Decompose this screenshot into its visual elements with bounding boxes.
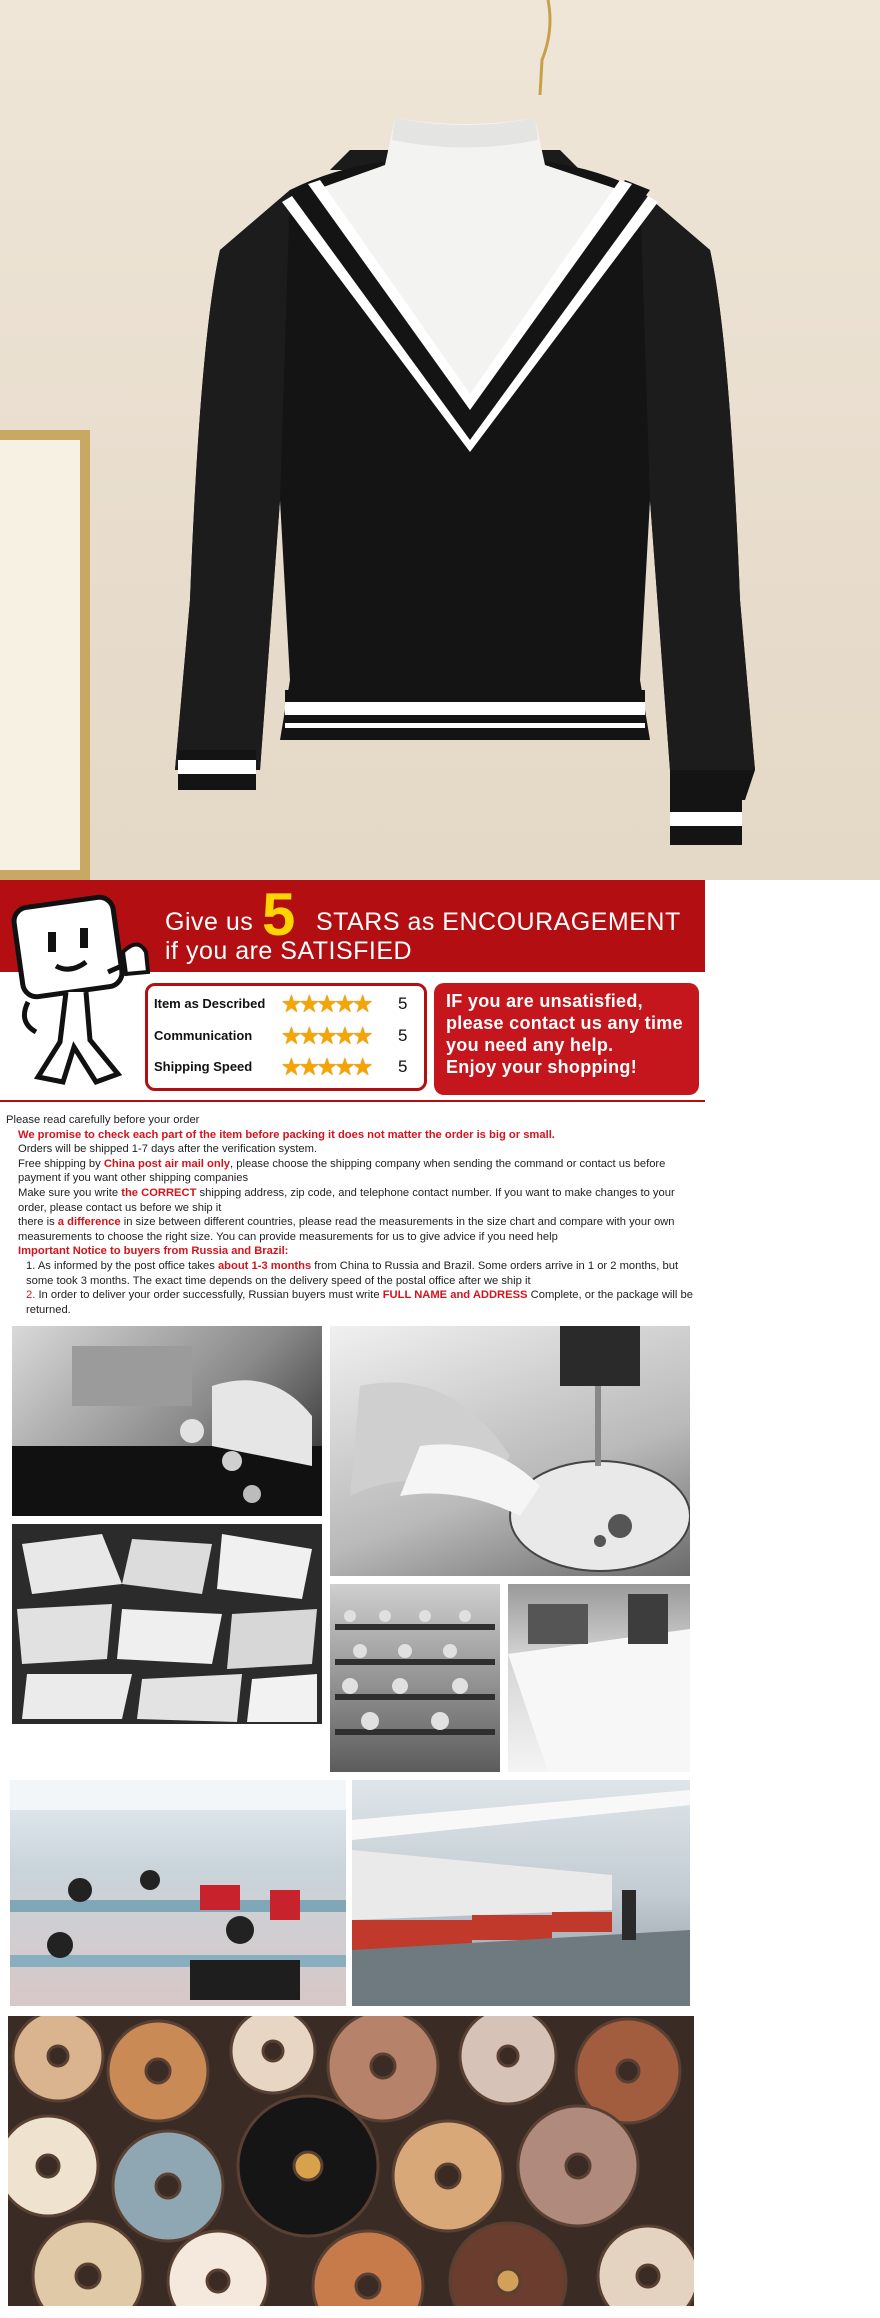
rating-score: 5 bbox=[398, 994, 408, 1013]
factory-photo-fabric-rolls bbox=[8, 2016, 694, 2306]
rating-box bbox=[145, 983, 427, 1091]
stars-encouragement-text: STARS as ENCOURAGEMENT bbox=[316, 908, 681, 936]
contact-line: you need any help. bbox=[446, 1035, 614, 1055]
wall-picture-frame bbox=[0, 430, 90, 880]
rating-label: Communication bbox=[154, 1028, 253, 1043]
order-notice bbox=[6, 1113, 706, 1317]
mascot-thumbs-up-icon bbox=[8, 892, 158, 1092]
give-us-text: Give us bbox=[165, 908, 254, 936]
rating-row-shipping-speed bbox=[154, 1053, 424, 1081]
feedback-banner bbox=[0, 880, 705, 1102]
notice-shipped: Orders will be shipped 1-7 days after the verification system. bbox=[18, 1143, 318, 1156]
notice-intro: Please read carefully before your order bbox=[6, 1114, 200, 1126]
contact-line: please contact us any time bbox=[446, 1013, 683, 1033]
notice-free-shipping: Free shipping by China post air mail only, please choose the shipping company when sending the command or contact us before payment if you want other shipping companies bbox=[18, 1157, 666, 1185]
rating-label: Item as Described bbox=[154, 996, 266, 1011]
factory-photo-workshop-rows bbox=[330, 1584, 500, 1772]
notice-item-2: 2. In order to deliver your order successfully, Russian buyers must write FULL NAME and ADDRESS Complete, or the package will be returned. bbox=[26, 1289, 693, 1316]
rating-row-item-described bbox=[154, 990, 424, 1018]
rating-score: 5 bbox=[398, 1057, 408, 1076]
factory-photo-embroidery-machines bbox=[352, 1780, 690, 2006]
factory-photo-pattern-pieces bbox=[12, 1524, 322, 1724]
contact-line: IF you are unsatisfied, bbox=[446, 991, 643, 1011]
notice-item-1: 1. As informed by the post office takes about 1-3 months from China to Russia and Brazil. Some orders arrive in 1 or 2 months, but some took 3 months. The exact time depends on the delivery speed of the postal office after we ship it bbox=[26, 1259, 679, 1287]
rating-label: Shipping Speed bbox=[154, 1059, 253, 1074]
factory-photo-sewing-room bbox=[10, 1780, 346, 2006]
rating-row-communication bbox=[154, 1022, 424, 1050]
notice-important: Important Notice to buyers from Russia and Brazil: bbox=[18, 1245, 289, 1258]
star-icons: ★★★★★ bbox=[282, 1025, 372, 1048]
star-icons: ★★★★★ bbox=[282, 993, 372, 1016]
product-photo bbox=[0, 0, 880, 880]
sweater-image bbox=[170, 80, 760, 860]
factory-photo-cutting-table bbox=[508, 1584, 690, 1772]
notice-promise: We promise to check each part of the item before packing it does not matter the order is big or small. bbox=[18, 1128, 555, 1141]
if-satisfied-text: if you are SATISFIED bbox=[165, 937, 413, 965]
five-stars-number: 5 bbox=[262, 881, 296, 948]
contact-us-box bbox=[434, 983, 699, 1095]
star-icons: ★★★★★ bbox=[282, 1056, 372, 1079]
notice-correct-address: Make sure you write the CORRECT shipping address, zip code, and telephone contact number. If you want to make changes to your order, please contact us before we ship it bbox=[18, 1186, 675, 1214]
factory-photo-sewing-machine bbox=[330, 1326, 690, 1576]
factory-photo-sewing-buttons bbox=[12, 1326, 322, 1516]
notice-size-difference: there is a difference in size between different countries, please read the measurements in the size chart and compare with your own measurements to choose the right size. You can provide measurements for us to give advice if you need help bbox=[18, 1216, 675, 1243]
contact-line: Enjoy your shopping! bbox=[446, 1057, 637, 1077]
rating-score: 5 bbox=[398, 1026, 408, 1045]
factory-photo-section bbox=[0, 1318, 705, 2318]
